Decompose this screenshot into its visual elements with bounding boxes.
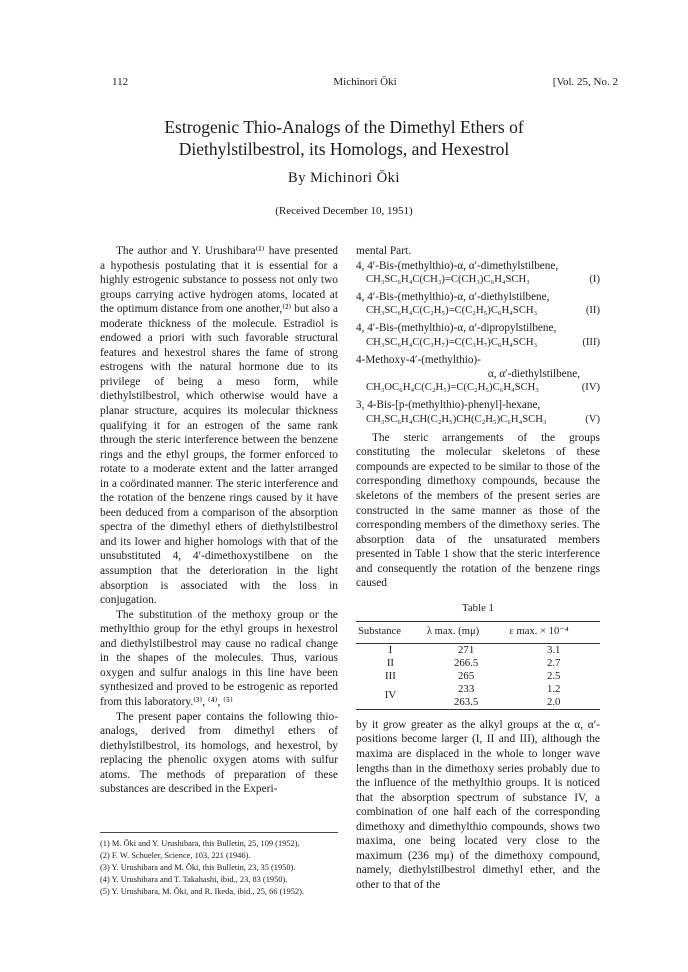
compound-name: 4, 4′-Bis-(methylthio)-α, α′-dimethylstilbene, (356, 259, 559, 272)
column-header: Substance (356, 622, 425, 644)
running-author: Michinori Ōki (333, 76, 397, 88)
compound-entry (356, 290, 600, 318)
table-caption: Table 1 (462, 601, 494, 614)
running-head (112, 76, 618, 90)
compound-number: (II) (585, 305, 600, 317)
table-cell: 2.7 (546, 656, 561, 669)
table-cell: 3.1 (546, 643, 561, 656)
footnote: (5) Y. Urushibara, M. Ōki, and R. Ikeda, ibid., 25, 66 (1952). (100, 887, 304, 896)
footnote: (4) Y. Urushibara and T. Takahashi, ibid., 23, 83 (1950). (100, 875, 288, 884)
compound-formula (356, 413, 600, 427)
table-row (356, 670, 600, 683)
compound-entry (356, 259, 600, 287)
compound-name: 4-Methoxy-4′-(methylthio)- (356, 353, 481, 366)
table-1 (356, 601, 600, 710)
compound-entry (356, 353, 600, 396)
compound-entry (356, 398, 600, 426)
compound-number: (III) (582, 336, 600, 348)
table-cell: 271 (458, 643, 475, 656)
column-header: λ max. (mμ) (425, 622, 508, 644)
table-cell: 1.2 (546, 682, 561, 695)
table-row (356, 643, 600, 657)
table-cell: 263.5 (453, 695, 479, 708)
compound-name: 3, 4-Bis-[p-(methylthio)-phenyl]-hexane, (356, 399, 541, 412)
left-column (100, 244, 338, 797)
paragraph: by it grow greater as the alkyl groups at the α, α′-positions become larger (I, II and III), although the maxima are displaced in the whole to longer wave lengths than in the dimethoxy series probably due to the influence of the methylthio groups. It is noticed that the absorption spectrum of substance IV, a combination of one half each of the corresponding dimethoxy and dimethylthio compounds, shows two maxima, one being located very close to the maximum (236 mμ) of the dimethoxy compound, namely, diethylstilbestrol dimethyl ether, and the other to that of the (356, 718, 600, 891)
footnote: (1) M. Ōki and Y. Urushibara, this Bulletin, 25, 109 (1952). (100, 839, 300, 848)
table-row (356, 683, 600, 696)
compound-name: 4, 4′-Bis-(methylthio)-α, α′-dipropylstilbene, (356, 322, 557, 335)
table-cell: 2.5 (546, 669, 561, 682)
column-header: ε max. × 10⁻⁴ (507, 622, 600, 644)
footnotes (100, 832, 338, 898)
table-cell: III (385, 669, 396, 682)
table-row (356, 657, 600, 670)
formula-text: CH₃SC₆H₄C(C₂H₅)=C(C₂H₅)C₆H₄SCH₃ (366, 305, 538, 317)
right-column (356, 244, 600, 892)
compound-number: (IV) (581, 382, 600, 394)
compound-entry (356, 321, 600, 349)
table-cell: IV (384, 689, 397, 702)
volume-info: [Vol. 25, No. 2 (552, 76, 618, 88)
formula-text: CH₃OC₆H₄C(C₂H₅)=C(C₂H₅)C₆H₄SCH₃ (366, 382, 539, 394)
paragraph: mental Part. (356, 245, 412, 257)
compound-formula (356, 304, 600, 318)
article-title: Estrogenic Thio-Analogs of the Dimethyl Ethers of Diethylstilbestrol, its Homologs, and Hexestrol (164, 117, 524, 159)
paragraph: The author and Y. Urushibara⁽¹⁾ have presented a hypothesis postulating that it is essential for a highly estrogenic substance to possess not only two groups carrying active hydrogen atoms, located at the optimum distance from one another,⁽²⁾ but also a moderate thickness of the molecule. Estradiol is endowed a priori with such favorable structural features and hexestrol shares the fame of strong estrogens with the natural hormone due to its privilege of being a meso form, while diethylstilbestrol, which otherwise would have a planar structure, acquires its molecular thickness qualifying it for an estrogen of the same rank through the steric interference between the benzene rings and the ethyl groups, the former enforced to rotate to a moderate extent and the latter arranged in a coördinated manner. The steric interference and the rotation of the benzene rings caused by it have been deduced from a comparison of the absorption spectra of the dimethyl ethers of diethylstilbestrol and its lower and higher homologs with that of the unsubstituted 4, 4′-dimethoxystilbene on the assumption that the deterioration in the light absorption is associated with the loss in conjugation. (100, 245, 338, 607)
table-cell: I (388, 643, 393, 656)
table-cell: 265 (458, 669, 475, 682)
table-cell: 233 (458, 682, 475, 695)
compound-formula (356, 273, 600, 287)
formula-text: CH₃SC₆H₄C(C₃H₇)=C(C₃H₇)C₆H₄SCH₃ (366, 336, 538, 348)
paragraph: The present paper contains the following thio-analogs, derived from dimethyl ethers of diethylstilbestrol, its homologs, and hexestrol, by replacing the phenolic oxygen atoms with sulfur atoms. The methods of preparation of these substances are described in the Experi- (100, 710, 338, 796)
compound-number: (V) (585, 413, 600, 425)
table-cell: II (386, 656, 395, 669)
table-cell: 2.0 (546, 695, 561, 708)
table-header-row (356, 622, 600, 644)
received-date: (Received December 10, 1951) (275, 205, 413, 217)
footnote: (3) Y. Urushibara and M. Ōki, this Bulletin, 23, 35 (1950). (100, 863, 296, 872)
compound-formula (356, 336, 600, 350)
footnote: (2) F. W. Schueler, Science, 103, 221 (1946). (100, 851, 251, 860)
compound-name: 4, 4′-Bis-(methylthio)-α, α′-diethylstilbene, (356, 290, 550, 303)
page-number: 112 (112, 76, 129, 88)
compound-number: (I) (589, 273, 600, 285)
formula-text: CH₃SC₆H₄CH(C₂H₅)CH(C₂H₅)C₆H₄SCH₃ (366, 413, 547, 425)
author-byline: By Michinori Ōki (288, 170, 400, 186)
table-cell: 266.5 (453, 656, 479, 669)
paragraph: The steric arrangements of the groups constituting the molecular skeletons of these compounds are expected to be similar to those of the corresponding dimethoxy compounds, because the skeletons of the members of the present series are constructed in the same manner as those of the corresponding members of the dimethoxy series. The absorption data of the unsaturated members presented in Table 1 show that the steric interference and consequently the rotation of the benzene rings caused (356, 431, 600, 590)
absorption-table (356, 621, 600, 710)
compound-name-continued: α, α′-diethylstilbene, (487, 367, 580, 380)
paragraph: The substitution of the methoxy group or the methylthio group for the ethyl groups in hexestrol and diethylstilbestrol may cause no radical change in the shapes of the molecules. Thus, various oxygen and sulfur analogs in this line have been synthesized and proved to be estrogenic as reported from this laboratory.⁽³⁾, ⁽⁴⁾, ⁽⁵⁾ (100, 608, 338, 708)
compound-formula (356, 381, 600, 395)
formula-text: CH₃SC₆H₄C(CH₃)=C(CH₃)C₆H₄SCH₃ (366, 273, 530, 285)
